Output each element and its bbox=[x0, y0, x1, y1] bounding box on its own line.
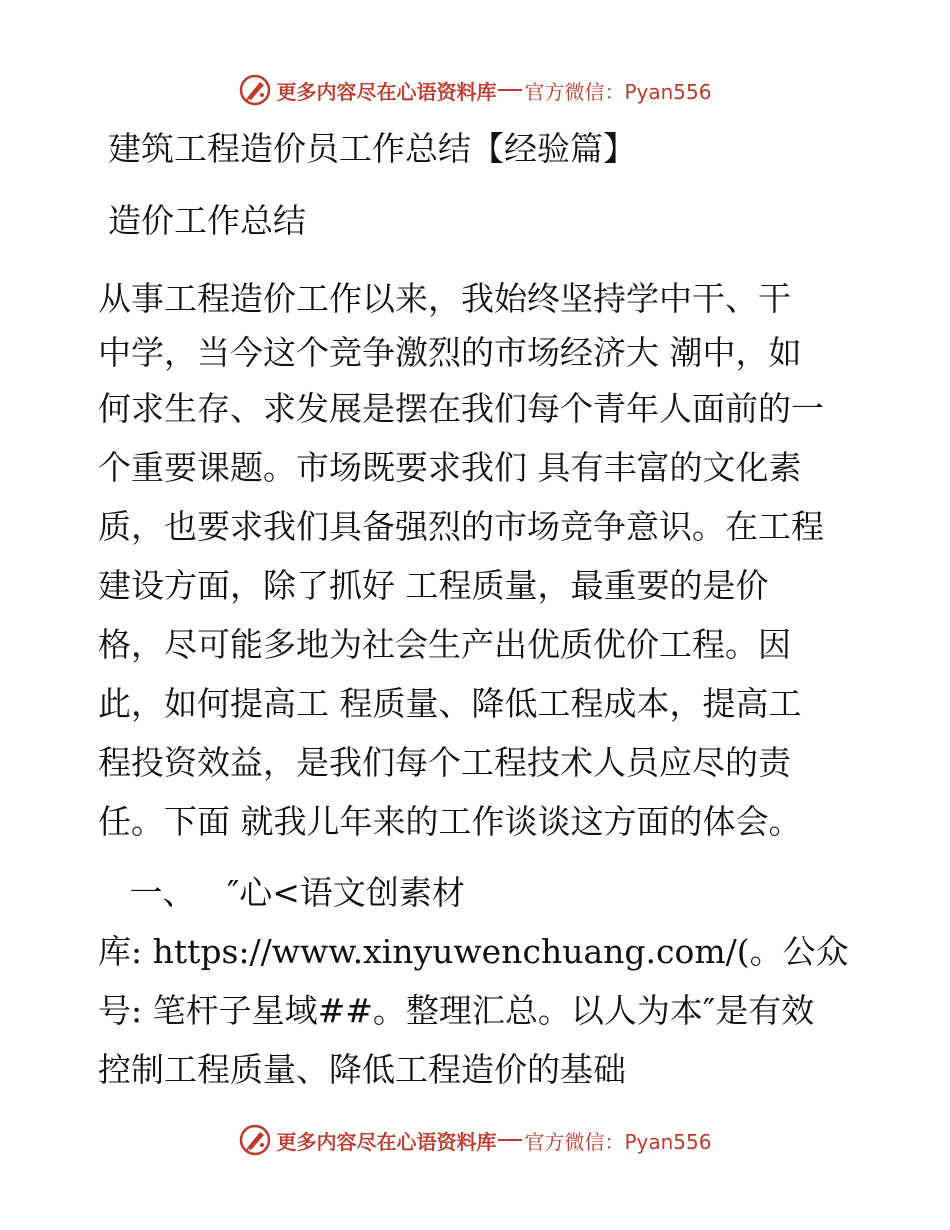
text-line: 一、 ″心<语文创素材 bbox=[98, 873, 465, 912]
document-subtitle: 造价工作总结 bbox=[108, 201, 306, 240]
text-line: 建设方面，除了抓好 工程质量，最重要的是价 bbox=[98, 566, 769, 605]
footer-banner-text: 更多内容尽在心语资料库 bbox=[276, 1129, 497, 1154]
quill-pen-logo-icon bbox=[238, 73, 272, 107]
header-banner-text: 更多内容尽在心语资料库 bbox=[276, 79, 497, 104]
text-line: 程投资效益，是我们每个工程技术人员应尽的责 bbox=[98, 743, 791, 782]
text-line: 格，尽可能多地为社会生产出优质优价工程。因 bbox=[98, 625, 791, 664]
text-line: 个重要课题。市场既要求我们 具有丰富的文化素 bbox=[98, 448, 802, 487]
text-line: 此，如何提高工 程质量、降低工程成本，提高工 bbox=[98, 684, 802, 723]
header-banner-dash bbox=[498, 89, 522, 91]
text-line: 控制工程质量、降低工程造价的基础 bbox=[98, 1050, 626, 1089]
text-line: 任。下面 就我儿年来的工作谈谈这方面的体会。 bbox=[98, 802, 802, 841]
header-banner-wechat: 官方微信：Pyan556 bbox=[524, 79, 712, 104]
text-line: 何求生存、求发展是摆在我们每个青年人面前的一 bbox=[98, 389, 824, 428]
text-line: 质，也要求我们具备强烈的市场竞争意识。在工程 bbox=[98, 507, 824, 546]
footer-banner-dash bbox=[498, 1139, 522, 1141]
text-line: 从事工程造价工作以来，我始终坚持学中干、干 bbox=[98, 279, 791, 318]
footer-banner-wechat: 官方微信：Pyan556 bbox=[524, 1129, 712, 1154]
footer-banner bbox=[0, 1120, 950, 1160]
document-title: 建筑工程造价员工作总结【经验篇】 bbox=[108, 129, 636, 168]
text-line: 号: 笔杆子星域##。整理汇总。以人为本″是有效 bbox=[98, 991, 815, 1030]
text-line: 库: https://www.xinyuwenchuang.com/(。公众 bbox=[98, 932, 849, 971]
header-banner bbox=[0, 70, 950, 110]
quill-pen-logo-icon bbox=[238, 1123, 272, 1157]
text-line: 中学，当今这个竞争激烈的市场经济大 潮中，如 bbox=[98, 333, 802, 372]
